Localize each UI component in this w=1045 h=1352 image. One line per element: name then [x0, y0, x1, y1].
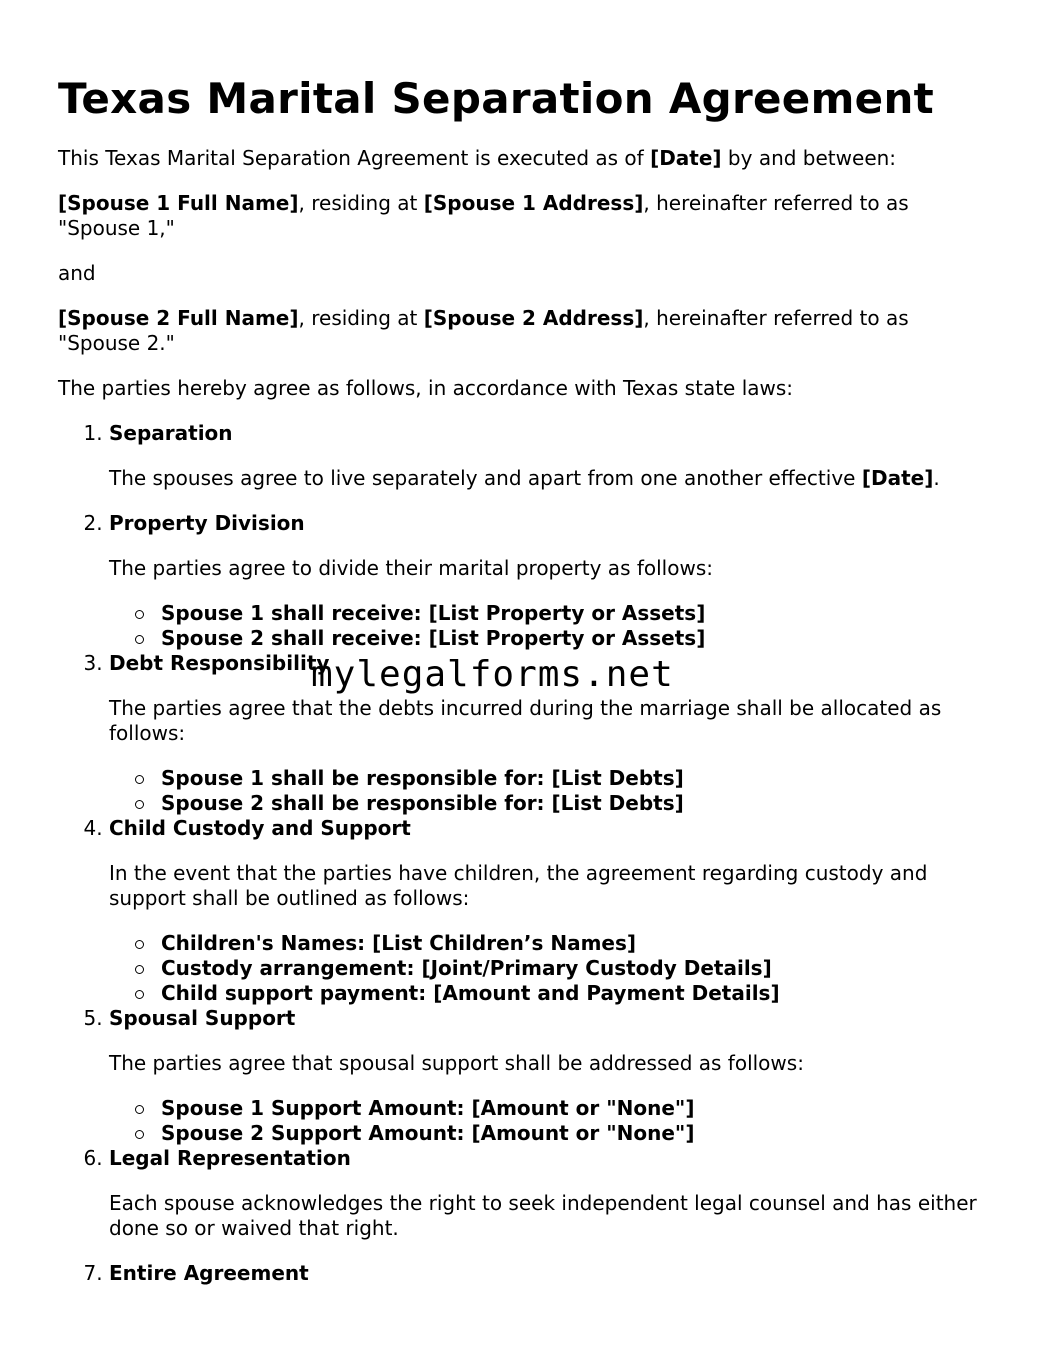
intro-text: This Texas Marital Separation Agreement is executed as of: [58, 146, 651, 170]
spouse1-name: [Spouse 1 Full Name]: [58, 191, 299, 215]
spouse2-tail: , hereinafter referred to as "Spouse 2.": [58, 306, 909, 355]
section-title: 6. Legal Representation: [109, 1146, 351, 1170]
list-item: Spouse 2 shall be responsible for: [List Debts]: [161, 791, 978, 816]
section-separation: [109, 421, 978, 491]
section-title: 1. Separation: [109, 421, 233, 445]
list-item: Spouse 2 Support Amount: [Amount or "None"]: [161, 1121, 978, 1146]
list-item: Spouse 1 shall be responsible for: [List Debts]: [161, 766, 978, 791]
spouse1-residing-text: , residing at: [298, 191, 424, 215]
section-items: [109, 601, 978, 651]
spouse2-residing-text: , residing at: [298, 306, 424, 330]
spouse1-address: [Spouse 1 Address]: [423, 191, 644, 215]
list-item: Spouse 2 shall receive: [List Property or Assets]: [161, 626, 978, 651]
section-body: Each spouse acknowledges the right to seek independent legal counsel and has either done so or waived that right.: [109, 1191, 977, 1240]
section-items: [109, 931, 978, 1006]
section-spousal-support: [109, 1006, 978, 1146]
list-item: Children's Names: [List Children’s Names]: [161, 931, 978, 956]
section-title: 2. Property Division: [109, 511, 305, 535]
section-child-custody: [109, 816, 978, 1006]
spouse2-paragraph: [58, 306, 978, 356]
intro-tail: by and between:: [721, 146, 897, 170]
section-body: The parties agree that spousal support shall be addressed as follows:: [109, 1051, 804, 1075]
section-title: 4. Child Custody and Support: [109, 816, 411, 840]
sections-list: [58, 421, 978, 1286]
document-title: Texas Marital Separation Agreement: [58, 74, 935, 123]
agree-paragraph: The parties hereby agree as follows, in accordance with Texas state laws:: [58, 376, 794, 400]
section-property-division: [109, 511, 978, 651]
spouse2-name: [Spouse 2 Full Name]: [58, 306, 299, 330]
intro-paragraph: [58, 146, 978, 171]
section-body: [109, 466, 978, 491]
spouse2-address: [Spouse 2 Address]: [423, 306, 644, 330]
watermark-text: mylegalforms.net: [311, 654, 674, 695]
section-legal-representation: [109, 1146, 978, 1241]
intro-date-placeholder: [Date]: [650, 146, 722, 170]
section-title: 3. Debt Responsibility: [109, 651, 330, 675]
section-entire-agreement: [109, 1261, 978, 1286]
spouse1-paragraph: [58, 191, 978, 241]
list-item: Child support payment: [Amount and Payment Details]: [161, 981, 978, 1006]
section-body-tail: .: [933, 466, 940, 490]
section-title: 5. Spousal Support: [109, 1006, 296, 1030]
section-date-placeholder: [Date]: [861, 466, 934, 490]
section-body: The parties agree to divide their marital property as follows:: [109, 556, 713, 580]
section-items: [109, 766, 978, 816]
list-item: Spouse 1 Support Amount: [Amount or "None"]: [161, 1096, 978, 1121]
section-body: In the event that the parties have children, the agreement regarding custody and support shall be outlined as follows:: [109, 861, 928, 910]
spouse1-tail: , hereinafter referred to as "Spouse 1,": [58, 191, 909, 240]
section-title: 7. Entire Agreement: [109, 1261, 309, 1285]
and-paragraph: and: [58, 261, 96, 285]
section-body: The parties agree that the debts incurred during the marriage shall be allocated as follows:: [109, 696, 942, 745]
list-item: Spouse 1 shall receive: [List Property or Assets]: [161, 601, 978, 626]
section-body-text: The spouses agree to live separately and apart from one another effective: [109, 466, 862, 490]
list-item: Custody arrangement: [Joint/Primary Custody Details]: [161, 956, 978, 981]
section-items: [109, 1096, 978, 1146]
